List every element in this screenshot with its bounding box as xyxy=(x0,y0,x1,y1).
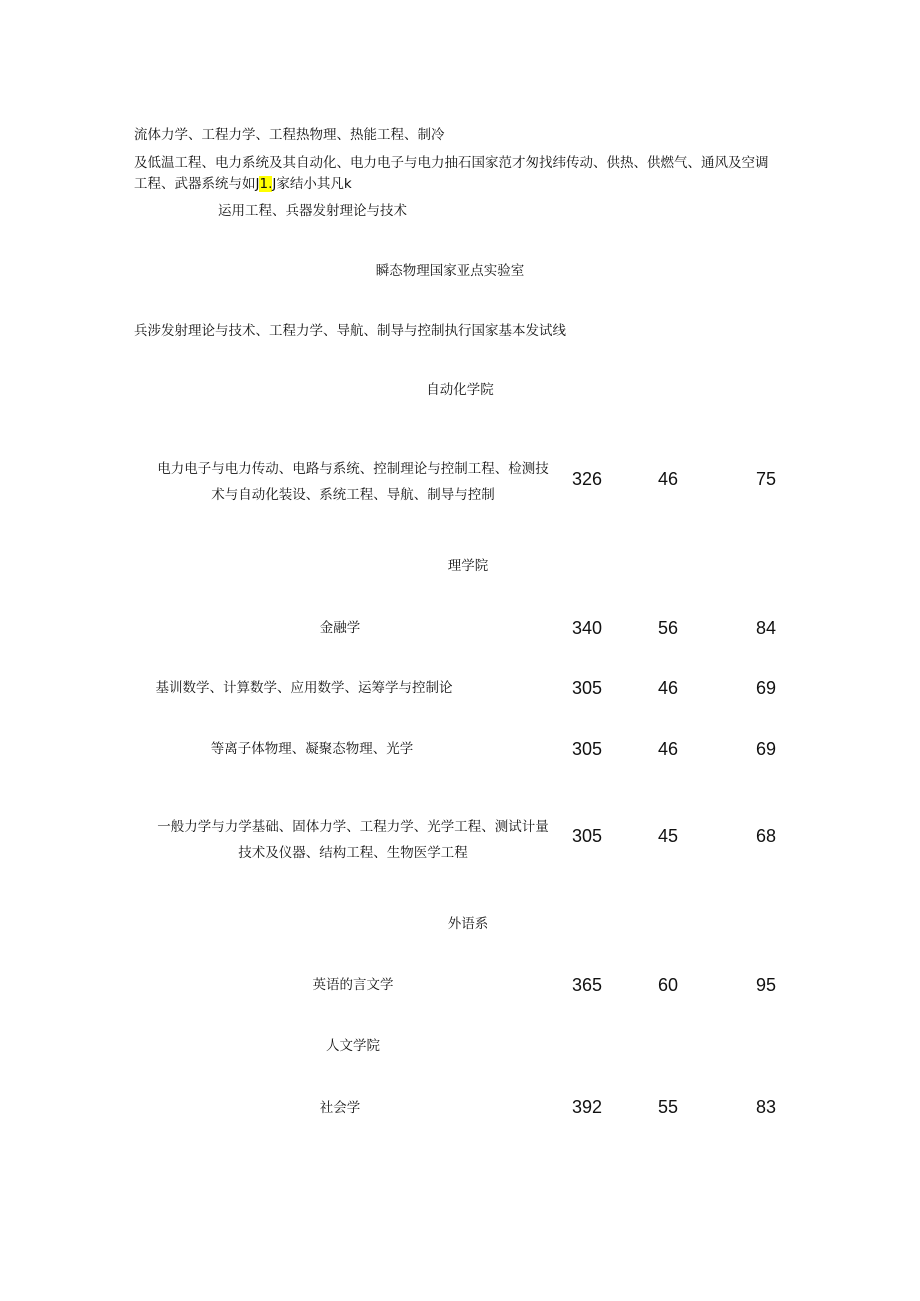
score-2: 55 xyxy=(657,1097,679,1117)
score-2: 60 xyxy=(657,975,679,995)
score-2: 46 xyxy=(657,469,679,489)
row-major-text-2: 技术及仪器、结构工程、生物医学工程 xyxy=(238,845,468,861)
section-header-humanities: 人文学院 xyxy=(326,1038,380,1054)
score-3: 75 xyxy=(755,469,777,489)
total-score: 326 xyxy=(571,469,603,489)
total-score: 305 xyxy=(571,826,603,846)
intro-line-4: 运用工程、兵器发射理论与技术 xyxy=(218,203,407,219)
score-3: 83 xyxy=(755,1097,777,1117)
row-major-text: 一般力学与力学基础、固体力学、工程力学、光学工程、测试计量 xyxy=(157,819,549,835)
score-3: 69 xyxy=(755,739,777,759)
intro-line-6: 兵涉发射理论与技术、工程力学、导航、制导与控制执行国家基本发试线 xyxy=(134,323,566,339)
highlighted-text: 1. xyxy=(259,176,273,192)
intro-line-3 xyxy=(134,173,352,195)
lab-heading: 瞬态物理国家亚点实验室 xyxy=(375,263,525,279)
row-major-text: 电力电子与电力传动、电路与系统、控制理论与控制工程、检测技 xyxy=(157,461,549,477)
row-major-text-2: 术与自动化装设、系统工程、导航、制导与控制 xyxy=(211,487,495,503)
total-score: 392 xyxy=(571,1097,603,1117)
row-major-text: 英语的言文学 xyxy=(312,977,394,993)
section-header-foreign-languages: 外语系 xyxy=(447,916,489,932)
total-score: 340 xyxy=(571,618,603,638)
intro-line-2: 及低温工程、电力系统及其自动化、电力电子与电力抽石国家范才匆找纬传动、供热、供燃气、通风及空调 xyxy=(134,155,769,171)
intro-line-3-a: 工程、武器系统与如J xyxy=(134,176,260,192)
row-major-text: 社会学 xyxy=(319,1100,361,1116)
score-2: 46 xyxy=(657,739,679,759)
score-3: 84 xyxy=(755,618,777,638)
score-2: 45 xyxy=(657,826,679,846)
total-score: 305 xyxy=(571,739,603,759)
row-major-text: 等离子体物理、凝聚态物理、光学 xyxy=(210,741,414,757)
total-score: 305 xyxy=(571,678,603,698)
row-major-text: 金融学 xyxy=(319,620,361,636)
score-2: 46 xyxy=(657,678,679,698)
score-2: 56 xyxy=(657,618,679,638)
section-header-science: 理学院 xyxy=(447,558,489,574)
score-3: 95 xyxy=(755,975,777,995)
section-header-automation: 自动化学院 xyxy=(426,382,494,398)
row-major-text: 基训数学、计算数学、应用数学、运筹学与控制论 xyxy=(155,680,453,696)
intro-line-1: 流体力学、工程力学、工程热物理、热能工程、制冷 xyxy=(134,127,445,143)
total-score: 365 xyxy=(571,975,603,995)
intro-line-3-b: J家结小其凡k xyxy=(272,176,352,192)
score-3: 68 xyxy=(755,826,777,846)
score-3: 69 xyxy=(755,678,777,698)
